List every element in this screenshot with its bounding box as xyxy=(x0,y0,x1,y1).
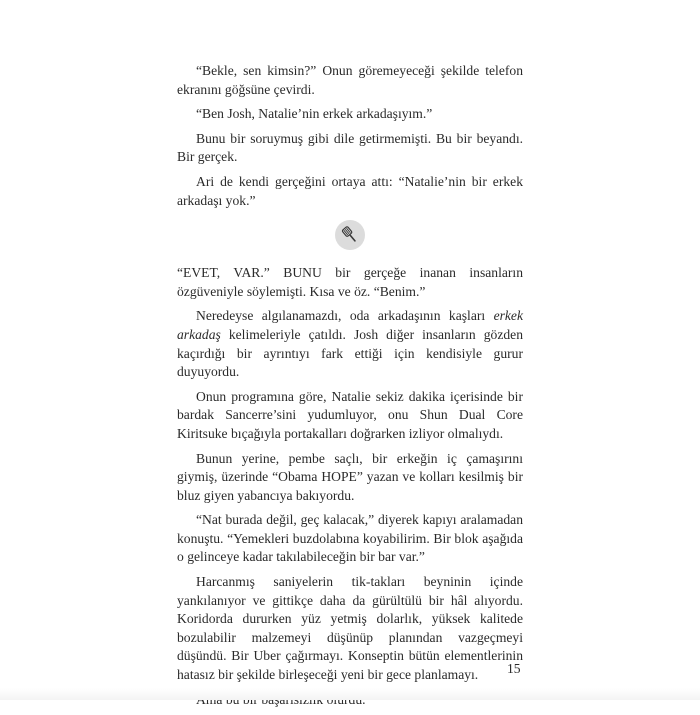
paragraph: Ari de kendi gerçeğini ortaya attı: “Natalie’nin bir erkek arkadaşı yok.” xyxy=(177,173,523,208)
paragraph: “EVET, VAR.” BUNU bir gerçeğe inanan insanların özgüveniyle söylemişti. Kısa ve öz. “Benim.” xyxy=(177,265,523,299)
paragraph-text: Neredeyse algılanamazdı, oda arkadaşının kaşları xyxy=(196,308,494,324)
page-number: 15 xyxy=(507,661,521,676)
page-bottom-edge xyxy=(0,688,700,700)
section-break-ornament xyxy=(335,220,365,250)
paragraph: Bunun yerine, pembe saçlı, bir erkeğin iç çamaşırını giymiş, üzerinde “Obama HOPE” yazan ve kolları kesilmiş bir bluz giyen yabancıya bakıyordu. xyxy=(177,450,523,503)
paragraph: Bunu bir soruymuş gibi dile getirmemişti. Bu bir beyandı. Bir gerçek. xyxy=(177,130,523,165)
paragraph xyxy=(177,307,523,381)
paragraph: Harcanmış saniyelerin tik-takları beyninin içinde yankılanıyor ve gittikçe daha da gürültülü bir hâl alıyordu. Koridorda dururken yüz yetmiş dolarlık, yüksek kalitede bozulabilir malzemeyi düşünüp planından vazgeçmeyi düşündü. Bir Uber çağırmayı. Konseptin bütün elementlerinin hatasız bir şekilde birleşeceği yeni bir gece planlamayı. xyxy=(177,574,523,683)
spatula-icon xyxy=(340,225,360,245)
paragraph: “Nat burada değil, geç kalacak,” diyerek kapıyı aralamadan konuştu. “Yemekleri buzdolabına koyabilirim. Bir blok aşağıda o gelinceye kadar takılabileceğin bir bar var.” xyxy=(177,512,523,565)
paragraph: Onun programına göre, Natalie sekiz dakika içerisinde bir bardak Sancerre’sini yudumluyor, onu Shun Dual Core Kiritsuke bıçağıyla portakalları doğrarken izliyor olmalıydı. xyxy=(177,388,523,441)
paragraph: “Ben Josh, Natalie’nin erkek arkadaşıyım.” xyxy=(196,106,433,122)
paragraph: “Bekle, sen kimsin?” Onun göremeyeceği şekilde telefon ekranını göğsüne çevirdi. xyxy=(177,63,523,97)
italic-phrase: erkek arkadaş xyxy=(177,308,523,342)
page-text xyxy=(177,62,523,715)
paragraph-text: kelimeleriyle çatıldı. Josh diğer insanların gözden kaçırdığı bir ayrıntıyı fark ettiği için kendisiyle gurur duyuyordu. xyxy=(177,326,523,380)
